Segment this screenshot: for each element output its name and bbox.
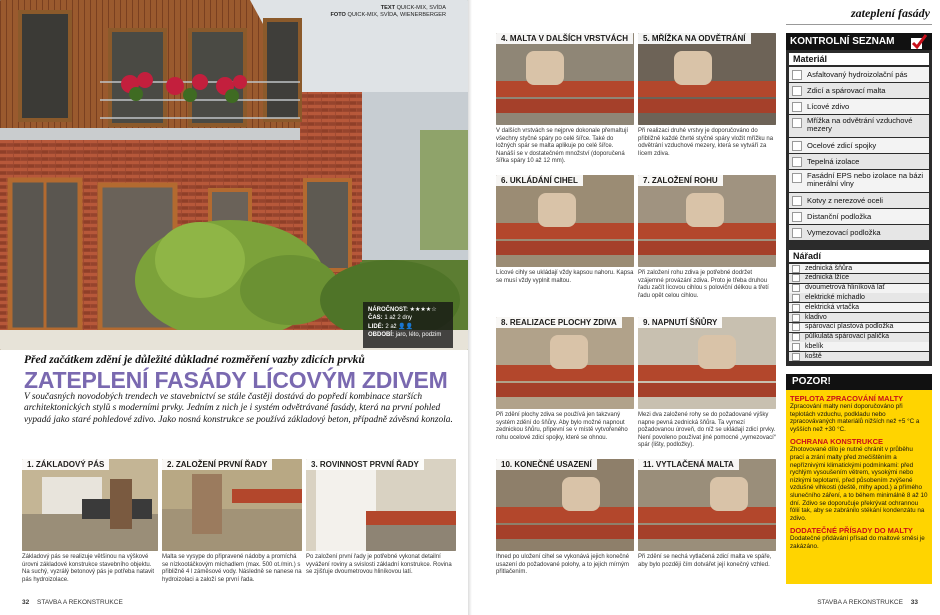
step-8-caption: Při zdění plochy zdiva se používá jen takzvaný systém zdění do šňůry. Aby bylo možné napnout zednickou šňůru, připevní se v místě vytvořeného rohu ocelové zdicí spojky, které se ohnou. (496, 412, 628, 441)
article-lead: V současných novodobých trendech ve stavebnictví se stále častěji dostává do popředí kombinace starších architektonických stylů s moderními prvky. Jedním z nich je i systém odvětrávané fasády, která na první pohled vypadá jako staré pohledové zdivo. Jako nosná konstrukce se používá základový beton, případně závěsná konzola. (24, 392, 453, 425)
tool-item[interactable] (789, 323, 929, 332)
tool-item[interactable] (789, 293, 929, 302)
tool-item[interactable] (789, 313, 929, 322)
material-item[interactable] (789, 170, 929, 192)
credits (300, 5, 446, 19)
step-8-illustration (496, 317, 634, 409)
hero-house-photo (0, 0, 468, 350)
left-footer (22, 599, 123, 606)
material-section-title: Materiál (789, 53, 929, 65)
right-page-number: 33 (910, 599, 918, 606)
left-magazine-name: STAVBA A REKONSTRUKCE (37, 599, 123, 606)
material-item-label: Kotvy z nerezové oceli (807, 195, 883, 205)
warning-3-heading: DODATEČNÉ PŘÍSADY DO MALTY (790, 526, 913, 536)
material-item[interactable] (789, 67, 929, 82)
tool-item[interactable] (789, 352, 929, 361)
material-item[interactable] (789, 138, 929, 153)
step-5-caption: Při realizaci druhé vrstvy je doporučováno do přibližně každé čtvrté styčné spáry vložit mřížku na odvětrání vzduchové mezery, která se vytváří za lícem zdiva. (638, 128, 774, 157)
step-8-photo (496, 317, 634, 409)
tool-item-label: dvoumetrová hliníková lať (805, 284, 886, 292)
checklist-title: KONTROLNÍ SEZNAM (790, 36, 895, 47)
page-spine (468, 0, 472, 615)
checkbox[interactable] (792, 228, 802, 238)
credit-text-value: QUICK-MIX, SVÍDA (396, 5, 446, 11)
difficulty-stars: ★★★★☆ (409, 307, 437, 313)
materials-list (789, 53, 929, 243)
warning-3-text: Dodatečné přidávání přísad do maltové směsi je zakázáno. (790, 535, 925, 550)
tool-item-label: elektrické míchadlo (805, 293, 865, 301)
step-7-title: 7. ZALOŽENÍ ROHU (638, 175, 723, 186)
time-value: 1 až 2 dny (384, 315, 413, 322)
right-footer (808, 599, 918, 606)
tool-item-label: koště (805, 352, 822, 360)
material-item-label: Vymezovací podložka (807, 227, 881, 237)
material-item[interactable] (789, 115, 929, 137)
checkbox[interactable] (792, 323, 800, 331)
checkbox[interactable] (792, 333, 800, 341)
credit-photo-value: QUICK-MIX, SVÍDA, WIENERBERGER (347, 12, 446, 18)
people-icon: 👤👤 (398, 323, 414, 330)
left-page-number: 32 (22, 599, 30, 606)
step-2-caption: Malta se vysype do připravené nádoby a promíchá se nízkootáčkovým míchadlem (max. 500 ot./min.) s přibližně 4 l záměsové vody. Následně se nanese na hydroizolaci a založí se první řada. (162, 554, 302, 583)
checkbox[interactable] (792, 284, 800, 292)
credit-photo-label: FOTO (330, 12, 346, 18)
people-value: 2 až (385, 323, 397, 330)
time-label: ČAS: (368, 315, 383, 322)
warning-content (790, 394, 928, 551)
step-3-caption: Po založení první řady je potřebné vykonat detailní vyvážení roviny a svislosti základní konstrukce. Rovina se zjišťuje dvoumetrovou hliníkovou latí. (306, 554, 452, 576)
step-9-title: 9. NAPNUTÍ ŠŇŮRY (638, 317, 722, 328)
step-9-caption: Mezi dva založené rohy se do požadované výšky napne pevná zednická šňůra. Ta vymezí požadovanou úroveň, do níž se ukládají zdicí prvky. Není povoleno používat jiné pomocné „vymezovací“ spár (lišty, podložky). (638, 412, 776, 449)
step-2-photo (162, 459, 302, 551)
checkbox[interactable] (792, 304, 800, 312)
checkbox[interactable] (792, 196, 802, 206)
material-item-label: Distanční podložka (807, 211, 872, 221)
checkbox[interactable] (792, 157, 802, 167)
warning-panel (786, 374, 932, 584)
material-item-label: Zdicí a spárovací malta (807, 85, 886, 95)
info-box (363, 302, 453, 348)
checkbox[interactable] (792, 118, 802, 128)
checklist-panel (786, 33, 932, 366)
step-9-illustration (638, 317, 776, 409)
step-6-caption: Lícové cihly se ukládají vždy kapsou nahoru. Kapsa se musí vždy vyplnit maltou. (496, 270, 634, 284)
checkbox[interactable] (792, 314, 800, 322)
step-7-photo (638, 175, 776, 267)
tool-item-label: půlkulatá spárovací palička (805, 333, 890, 341)
checkbox[interactable] (792, 70, 802, 80)
step-1-caption: Základový pás se realizuje většinou na výškové úrovni základové konstrukce stavebního objektu. Na suchý, vyzrálý betonový pás je potřeba natavit pás hydroizolace. (22, 554, 155, 583)
warning-2-heading: OCHRANA KONSTRUKCE (790, 437, 884, 447)
material-item[interactable] (789, 99, 929, 114)
step-3-illustration (306, 459, 456, 551)
step-3-title: 3. ROVINNOST PRVNÍ ŘADY (306, 459, 424, 470)
article-title: ZATEPLENÍ FASÁDY LÍCOVÝM ZDIVEM (24, 367, 448, 393)
tool-item[interactable] (789, 274, 929, 283)
material-item[interactable] (789, 225, 929, 240)
warning-title: POZOR! (792, 376, 831, 387)
step-7-caption: Při založení rohu zdiva je potřebné dodržet vzájemné provázání zdiva. Proto je třeba druhou řadu začít lícovou cihlou s poloviční délkou a třetí řadu opět celou cihlou. (638, 270, 769, 299)
material-item-label: Asfaltovaný hydroizolační pás (807, 69, 908, 79)
step-9-photo (638, 317, 776, 409)
step-4-title: 4. MALTA V DALŠÍCH VRSTVÁCH (496, 33, 633, 44)
step-1-title: 1. ZÁKLADOVÝ PÁS (22, 459, 109, 470)
step-3-photo (306, 459, 456, 551)
warning-2 (790, 437, 928, 522)
tool-item-label: kbelík (805, 342, 824, 350)
tool-item[interactable] (789, 264, 929, 273)
warning-1 (790, 394, 928, 433)
tool-item-label: zednická lžíce (805, 274, 849, 282)
step-11-photo (638, 459, 776, 551)
material-item-label: Fasádní EPS nebo izolace na bázi minerální vlny (807, 171, 924, 188)
warning-1-heading: TEPLOTA ZPRACOVÁNÍ MALTY (790, 394, 904, 403)
checklist-header (786, 33, 932, 50)
step-10-caption: Ihned po uložení cihel se vykonává jejich konečné usazení do požadované polohy, a to jejich mírným přitlačením. (496, 554, 630, 576)
step-10-photo (496, 459, 634, 551)
material-item-label: Tepelná izolace (807, 156, 860, 166)
material-item[interactable] (789, 83, 929, 98)
tool-item[interactable] (789, 342, 929, 351)
tool-section-title: Nářadí (789, 250, 929, 262)
checkbox[interactable] (792, 86, 802, 96)
step-4-photo (496, 33, 634, 125)
checkbox[interactable] (792, 212, 802, 222)
warning-2-text: Zhotovované dílo je nutné chránit v průběhu prací a zrání malty před znečištěním a nepříznivými klimatickými podmínkami: před rychlým vysoušením větrem, vysokými nebo nízkými teplotami, před působením zvýšené vzdušné vlhkosti (deště, mlhy apod.) a přímého slunečního záření, a to během minimálně 8 až 10 dní. Zdivo se doporučuje překrývat ochrannou fólií tak, aby se zabránilo stékání kondenzátu na zdivo. (790, 446, 928, 522)
right-magazine-name: STAVBA A REKONSTRUKCE (817, 599, 903, 606)
step-10-illustration (496, 459, 634, 551)
warning-1-text: Zpracování malty není doporučováno při teplotách vzduchu, podkladu nebo zpracovávaných materiálů nižších než +5 °C a vyšších než +30 °C. (790, 403, 920, 433)
step-6-illustration (496, 175, 634, 267)
difficulty-label: NÁROČNOST: (368, 307, 408, 313)
checkbox[interactable] (792, 102, 802, 112)
step-10-title: 10. KONEČNÉ USAZENÍ (496, 459, 597, 470)
step-8-title: 8. REALIZACE PLOCHY ZDIVA (496, 317, 622, 328)
checkbox[interactable] (792, 173, 802, 183)
step-1-illustration (22, 459, 158, 551)
material-item[interactable] (789, 193, 929, 208)
step-4-illustration (496, 33, 634, 125)
step-11-caption: Při zdění se nechá vytlačená zdicí malta ve spáře, aby bylo později čím dotvářet její konečný vzhled. (638, 554, 772, 568)
step-2-title: 2. ZALOŽENÍ PRVNÍ ŘADY (162, 459, 272, 470)
warning-header (786, 374, 932, 390)
step-11-illustration (638, 459, 776, 551)
checkmark-icon (910, 34, 928, 50)
material-item-label: Ocelové zdicí spojky (807, 140, 877, 150)
step-4-caption: V dalších vrstvách se nejprve dokonale přemaltují všechny styčné spáry po celé šířce. Také do ložných spár se malta aplikuje po celé šířce. Nanáší se v dostatečném množství (doporučená šířka spáry 10 až 12 mm). (496, 128, 629, 165)
tool-item[interactable] (789, 284, 929, 293)
checkbox[interactable] (792, 294, 800, 302)
tool-item[interactable] (789, 333, 929, 342)
step-7-illustration (638, 175, 776, 267)
tool-item-label: spárovací plastová podložka (805, 323, 894, 331)
tool-item-label: kladivo (805, 313, 827, 321)
step-11-title: 11. VYTLAČENÁ MALTA (638, 459, 739, 470)
article-kicker: Před začátkem zdění je důležité důkladné rozměření vazby zdicích prvků (24, 354, 365, 366)
material-item[interactable] (789, 209, 929, 224)
step-5-title: 5. MŘÍŽKA NA ODVĚTRÁNÍ (638, 33, 751, 44)
step-1-photo (22, 459, 158, 551)
season-value: jaro, léto, podzim (395, 332, 442, 339)
step-5-photo (638, 33, 776, 125)
house-illustration (0, 0, 468, 350)
checkbox[interactable] (792, 141, 802, 151)
tool-item[interactable] (789, 303, 929, 312)
checkbox[interactable] (792, 343, 800, 351)
tools-list (789, 250, 929, 362)
tool-item-label: zednická šňůra (805, 264, 853, 272)
step-6-title: 6. UKLÁDÁNÍ CIHEL (496, 175, 583, 186)
material-item-label: Lícové zdivo (807, 101, 850, 111)
warning-3 (790, 526, 928, 550)
step-5-illustration (638, 33, 776, 125)
rubric-label: zateplení fasády (851, 6, 930, 20)
rubric-rule (786, 24, 932, 25)
material-item-label: Mřížka na odvětrání vzduchové mezery (807, 116, 913, 133)
credit-text-label: TEXT (380, 5, 396, 11)
step-6-photo (496, 175, 634, 267)
checkbox[interactable] (792, 274, 800, 282)
checkbox[interactable] (792, 353, 800, 361)
checkbox[interactable] (792, 265, 800, 273)
material-item[interactable] (789, 154, 929, 169)
tool-item-label: elektrická vrtačka (805, 303, 860, 311)
season-label: OBDOBÍ: (368, 332, 394, 339)
step-2-illustration (162, 459, 302, 551)
people-label: LIDÉ: (368, 323, 384, 330)
